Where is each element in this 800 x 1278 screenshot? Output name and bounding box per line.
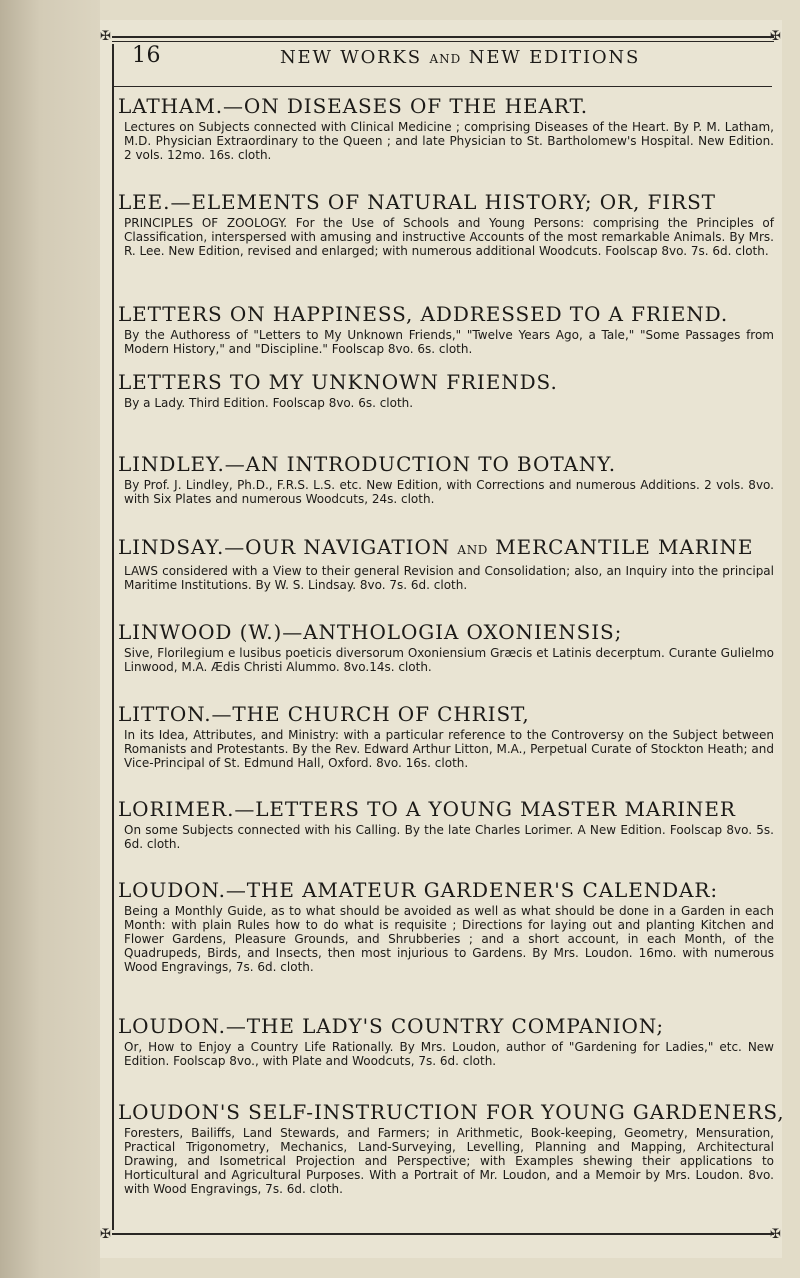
entry-description: On some Subjects connected with his Calling. By the late Charles Lorimer. A New Edition. Foolscap 8vo. 5s. 6d. cloth. [124, 823, 774, 851]
book-entry-loudon-companion [118, 1014, 774, 1068]
book-entry-letters-friends [118, 370, 774, 410]
book-entry-lorimer [118, 797, 774, 851]
entry-description: By Prof. J. Lindley, Ph.D., F.R.S. L.S. etc. New Edition, with Corrections and numerous Additions. 2 vols. 8vo. with Six Plates and numerous Woodcuts, 24s. cloth. [124, 478, 774, 506]
entry-title: LETTERS ON HAPPINESS, ADDRESSED TO A FRIEND. [118, 302, 729, 326]
book-entry-latham [118, 94, 774, 162]
entry-title: LINDLEY.—AN INTRODUCTION TO BOTANY. [118, 452, 616, 476]
entry-title: LATHAM.—ON DISEASES OF THE HEART. [118, 94, 589, 118]
entry-description: Being a Monthly Guide, as to what should be avoided as well as what should be done in a Garden in each Month: with plain Rules how to do what is requisite ; Directions for laying out and planting Kitchen and Flower Gardens, Pleasure Grounds, and Shrubberies ; and a short account, in each Month, of the Quadrupeds, Birds, and Insects, then most injurious to Gardens. By Mrs. Loudon. 16mo. with numerous Wood Engravings, 7s. 6d. cloth. [124, 904, 774, 974]
entry-description: In its Idea, Attributes, and Ministry: with a particular reference to the Controversy on the Subject between Romanists and Protestants. By the Rev. Edward Arthur Litton, M.A., Perpetual Curate of Stockton Heath; and Vice-Principal of St. Edmund Hall, Oxford. 8vo. 16s. cloth. [124, 728, 774, 770]
top-border-rule [112, 36, 774, 38]
entry-title: LOUDON.—THE AMATEUR GARDENER'S CALENDAR: [118, 878, 718, 902]
book-gutter [0, 0, 100, 1278]
entry-description: Or, How to Enjoy a Country Life Rationally. By Mrs. Loudon, author of "Gardening for Ladies," etc. New Edition. Foolscap 8vo., with Plate and Woodcuts, 7s. 6d. cloth. [124, 1040, 774, 1068]
book-entry-linwood [118, 620, 774, 674]
left-border-rule [112, 44, 114, 1230]
page-number: 16 [132, 43, 161, 68]
ornament-icon: ✠ [770, 29, 781, 44]
running-head-part: NEW WORKS [280, 47, 422, 68]
top-border-rule-thin [112, 41, 774, 42]
book-entry-lindley [118, 452, 774, 506]
entry-description: By the Authoress of "Letters to My Unknown Friends," "Twelve Years Ago, a Tale," "Some Passages from Modern History," and "Discipline." Foolscap 8vo. 6s. cloth. [124, 328, 774, 356]
bottom-border-rule [112, 1233, 774, 1235]
header-rule [114, 86, 772, 87]
book-entry-lindsay [118, 535, 774, 592]
entry-description: LAWS considered with a View to their general Revision and Consolidation; also, an Inquiry into the principal Maritime Institutions. By W. S. Lindsay. 8vo. 7s. 6d. cloth. [124, 564, 774, 592]
book-entry-lee [118, 190, 774, 258]
entry-title [118, 535, 774, 562]
ornament-icon: ✠ [100, 1227, 111, 1242]
book-entry-loudon-self-instruction [118, 1100, 785, 1196]
entry-description: Sive, Florilegium e lusibus poeticis diversorum Oxoniensium Græcis et Latinis decerptum. Curante Gulielmo Linwood, M.A. Ædis Christi Alummo. 8vo.14s. cloth. [124, 646, 774, 674]
entry-title-part: MERCANTILE MARINE [495, 535, 754, 559]
entry-title: LITTON.—THE CHURCH OF CHRIST, [118, 702, 530, 726]
entry-title: LORIMER.—LETTERS TO A YOUNG MASTER MARINER [118, 797, 736, 821]
entry-description: PRINCIPLES OF ZOOLOGY. For the Use of Schools and Young Persons: comprising the Principles of Classification, interspersed with amusing and instructive Accounts of the most remarkable Animals. By Mrs. R. Lee. New Edition, revised and enlarged; with numerous additional Woodcuts. Foolscap 8vo. 7s. 6d. cloth. [124, 216, 774, 258]
entry-title: LINWOOD (W.)—ANTHOLOGIA OXONIENSIS; [118, 620, 623, 644]
running-head-part: NEW EDITIONS [468, 47, 641, 68]
book-entry-litton [118, 702, 774, 770]
ornament-icon: ✠ [100, 29, 111, 44]
entry-title: LEE.—ELEMENTS OF NATURAL HISTORY; OR, FIRST [118, 190, 716, 214]
entry-title: LOUDON.—THE LADY'S COUNTRY COMPANION; [118, 1014, 665, 1038]
entry-description: Foresters, Bailiffs, Land Stewards, and Farmers; in Arithmetic, Book-keeping, Geometry, Mensuration, Practical Trigonometry, Mechanics, Land-Surveying, Levelling, Planning and Mapping, Architectural Drawing, and Isometrical Projection and Perspective; with Examples shewing their applications to Horticultural and Agricultural Purposes. With a Portrait of Mr. Loudon, and a Memoir by Mrs. Loudon. 8vo. with Wood Engravings, 7s. 6d. cloth. [124, 1126, 774, 1196]
entry-title: LETTERS TO MY UNKNOWN FRIENDS. [118, 370, 558, 394]
entry-description: By a Lady. Third Edition. Foolscap 8vo. 6s. cloth. [124, 396, 414, 410]
running-head-part: AND [429, 52, 462, 66]
book-entry-loudon-calendar [118, 878, 774, 974]
entry-description: Lectures on Subjects connected with Clinical Medicine ; comprising Diseases of the Heart. By P. M. Latham, M.D. Physician Extraordinary to the Queen ; and late Physician to St. Bartholomew's Hospital. New Edition. 2 vols. 12mo. 16s. cloth. [124, 120, 774, 162]
book-entry-letters-happiness [118, 302, 774, 356]
ornament-icon: ✠ [770, 1227, 781, 1242]
entry-title: LOUDON'S SELF-INSTRUCTION FOR YOUNG GARDENERS, [118, 1100, 785, 1124]
running-head [280, 47, 640, 68]
entry-title-part: LINDSAY.—OUR NAVIGATION [118, 535, 451, 559]
entry-title-part: AND [457, 543, 489, 557]
